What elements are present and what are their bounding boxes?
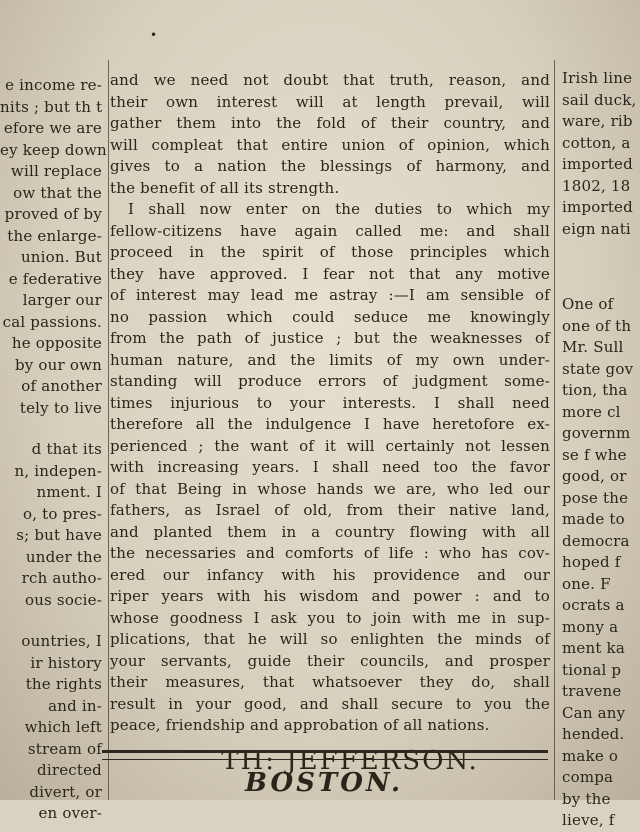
left-line: s; but have [16, 526, 102, 544]
left-line: tely to live [19, 398, 102, 417]
left-line: the enlarge- [7, 226, 102, 245]
main-line: fellow-citizens have again called me: and shall [110, 221, 550, 240]
right-line: imported [562, 198, 633, 216]
right-line: cotton, a [562, 133, 631, 152]
main-line: I shall now enter on the duties to which my [128, 200, 550, 218]
left-line: ir history [30, 653, 102, 672]
main-line: human nature, and the limits of my own under- [110, 350, 550, 369]
right-line: made to [562, 510, 625, 528]
main-line: with increasing years. I shall need too the favor [110, 458, 550, 476]
right-line: state gov [562, 359, 634, 378]
main-line: riper years with his wisdom and power : and to [110, 587, 550, 605]
right-line: ware, rib [562, 112, 633, 130]
left-line: o, to pres- [22, 504, 102, 523]
main-column [110, 70, 550, 800]
main-line: gather them into the fold of their country, and [110, 114, 550, 132]
right-line: 1802, 18 [562, 176, 631, 195]
left-line: e income re- [5, 76, 102, 94]
right-line: by the [562, 789, 611, 808]
main-line: their own interest will at length prevail, will [110, 92, 550, 111]
signature: TH: JEFFERSON. [221, 745, 479, 776]
right-line: democra [562, 531, 630, 550]
main-line: fathers, as Israel of old, from their native land, [110, 501, 550, 519]
main-line: and we need not doubt that truth, reason, and [110, 71, 550, 89]
main-line: plications, that he will so enlighten the minds of [110, 630, 550, 648]
left-line: efore we are [3, 119, 102, 137]
left-line: rch autho- [21, 569, 102, 587]
right-gap [558, 240, 640, 294]
left-line: which left [24, 718, 102, 736]
main-line: the benefit of all its strength. [110, 178, 340, 197]
right-line: hended. [562, 725, 625, 743]
left-line: ous socie- [24, 590, 102, 609]
right-line: governm [562, 424, 631, 442]
main-line: will compleat that entire union of opinion, which [110, 135, 550, 154]
right-line: Irish line [562, 69, 633, 87]
left-line: nits ; but th t [0, 97, 103, 116]
right-line: eign nati [562, 219, 631, 238]
right-line: imported [562, 155, 633, 173]
main-line: no passion which could seduce me knowingly [110, 307, 550, 326]
left-line: en over- [38, 804, 102, 822]
right-line: se f whe [562, 445, 627, 464]
left-line: nment. I [36, 483, 102, 501]
right-line: One of [562, 295, 614, 313]
main-line: perienced ; the want of it will certainly not lessen [110, 436, 550, 455]
left-line: by our own [14, 355, 102, 374]
left-line: of another [21, 377, 102, 395]
left-line: he opposite [11, 334, 102, 352]
right-line: sail duck, [562, 90, 637, 109]
right-line: one of th [562, 316, 632, 335]
main-line: ered our infancy with his providence and our [110, 565, 550, 584]
left-gap [0, 419, 106, 439]
left-line: ow that the [13, 183, 102, 202]
section-divider [102, 750, 548, 760]
main-line: proceed in the spirit of those principles which [110, 243, 550, 261]
left-line: proved of by [4, 205, 102, 223]
main-line: gives to a nation the blessings of harmony, and [110, 157, 550, 175]
left-line: e federative [8, 269, 102, 288]
right-line: good, or [562, 467, 627, 485]
column-rule-left [108, 60, 109, 800]
right-line: Mr. Sull [562, 338, 624, 356]
left-line: divert, or [29, 782, 102, 801]
main-line: peace, friendship and approbation of all nations. [110, 716, 490, 734]
left-line: and in- [48, 696, 102, 715]
left-line: under the [25, 547, 102, 566]
right-line: tion, tha [562, 381, 628, 399]
right-line: pose the [562, 488, 629, 507]
main-line: and planted them in a country flowing with all [110, 522, 550, 541]
right-line: travene [562, 682, 622, 700]
right-line: Can any [562, 703, 626, 722]
section-heading-boston: BOSTON. [245, 768, 404, 798]
main-line: they have approved. I fear not that any motive [110, 264, 550, 283]
right-line: tional p [562, 660, 622, 679]
main-line: whose goodness I ask you to join with me in sup- [110, 608, 550, 627]
left-line: n, indepen- [14, 461, 102, 480]
left-line: union. But [20, 248, 102, 266]
main-line: therefore all the indulgence I have heretofore ex- [110, 415, 550, 433]
left-line: larger our [22, 291, 102, 309]
ink-speck: • [150, 28, 158, 42]
left-line: directed [37, 761, 102, 779]
left-gap [0, 611, 106, 631]
left-line: d that its [31, 440, 102, 458]
main-line: times injurious to your interests. I shall need [110, 393, 550, 412]
left-line: cal passions. [2, 312, 102, 331]
left-column-fragment [0, 75, 107, 822]
left-line: will replace [10, 162, 102, 180]
left-line: ey keep down [0, 140, 107, 159]
right-line: make o [562, 746, 619, 765]
left-line: the rights [25, 675, 102, 693]
right-column-fragment [558, 68, 640, 829]
right-line: ocrats a [562, 596, 625, 614]
main-line: result in your good, and shall secure to you the [110, 694, 550, 713]
right-line: ment ka [562, 639, 625, 657]
main-line: of interest may lead me astray :—I am sensible of [110, 286, 550, 304]
right-line: lieve, f [562, 811, 615, 829]
right-line: one. F [562, 574, 611, 593]
right-line: more cl [562, 402, 621, 421]
main-line: from the path of justice ; but the weaknesses of [110, 329, 550, 347]
right-line: mony a [562, 617, 619, 636]
column-rule-right [554, 60, 555, 800]
left-line: ountries, I [21, 632, 102, 650]
main-line: their measures, that whatsoever they do, shall [110, 673, 550, 691]
left-line: stream of [27, 739, 102, 758]
right-line: compa [562, 768, 614, 786]
main-line: the necessaries and comforts of life : who has cov- [110, 544, 550, 562]
right-line: hoped f [562, 553, 621, 571]
main-line: standing will produce errors of judgment some- [110, 372, 550, 390]
main-line: your servants, guide their councils, and prosper [110, 651, 550, 670]
main-line: of that Being in whose hands we are, who led our [110, 479, 550, 498]
